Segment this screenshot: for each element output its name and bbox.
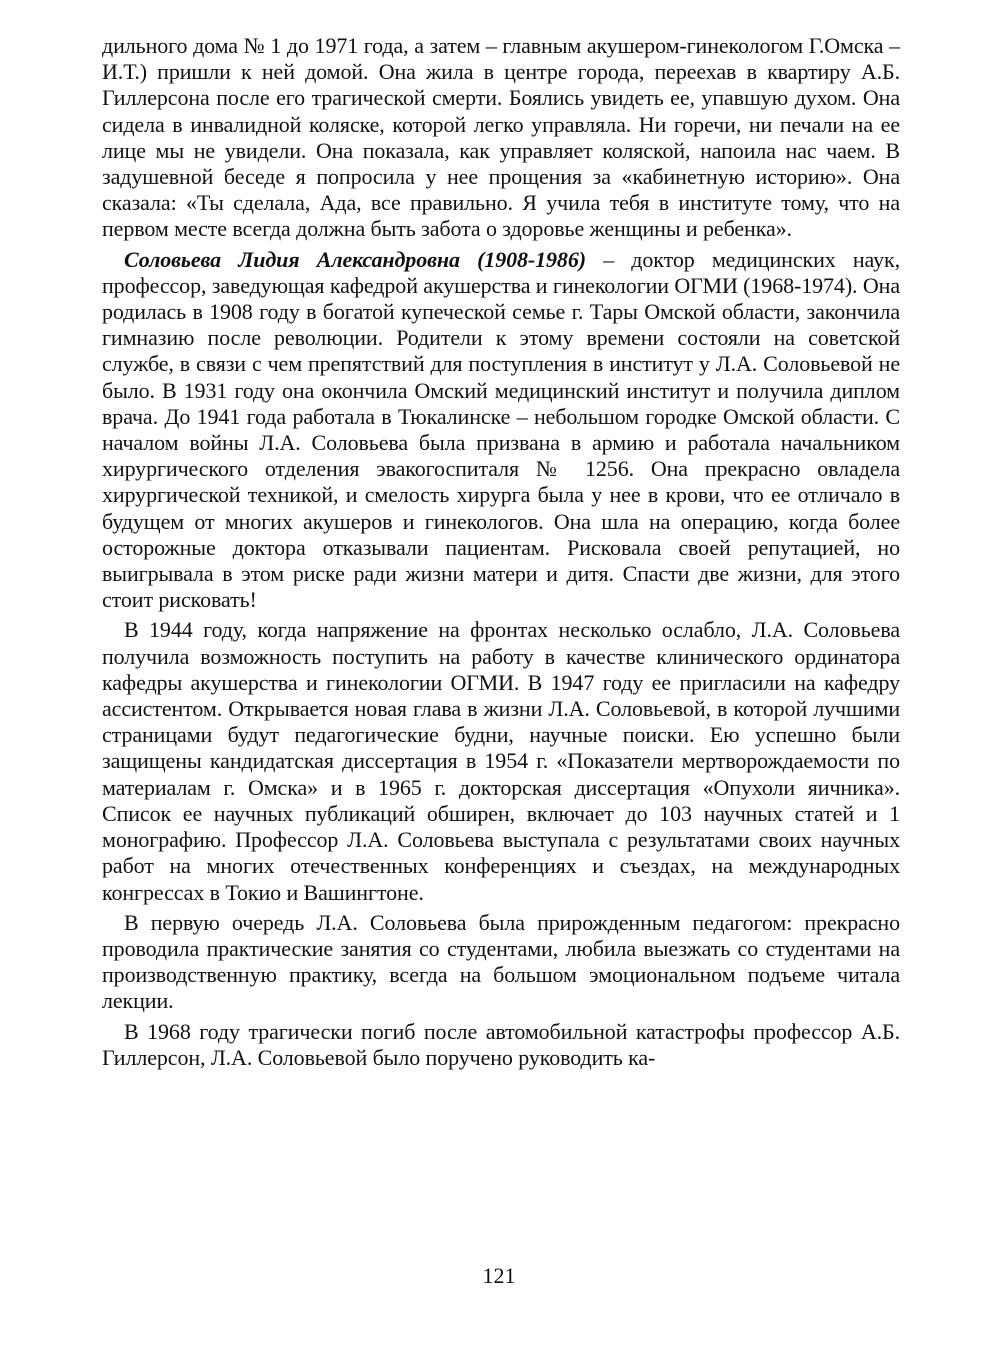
paragraph-biography xyxy=(102,247,900,614)
paragraph-1968: В 1968 году трагически погиб после автомобильной катастрофы профессор А.Б. Гиллерсон, Л.А. Соловьевой было поручено руководить ка- xyxy=(102,1018,900,1070)
paragraph-pedagogy: В первую очередь Л.А. Соловьева была прирожденным педагогом: прекрасно проводила практические занятия со студентами, любила выезжать со студентами на производственную практику, всегда на большом эмоциональном подъеме читала лекции. xyxy=(102,909,900,1014)
page-number: 121 xyxy=(482,1263,516,1288)
paragraph-continuation: дильного дома № 1 до 1971 года, а затем – главным акушером-гинекологом Г.Омска – И.Т.) пришли к ней домой. Она жила в центре города, переехав в квартиру А.Б. Гиллерсона после его трагической смерти. Боялись увидеть ее, упавшую духом. Она сидела в инвалидной коляске, которой легко управляла. Ни горечи, ни печали на ее лице мы не увидели. Она показала, как управляет коляской, напоила нас чаем. В задушевной беседе я попросила у нее прощения за «кабинетную историю». Она сказала: «Ты сделала, Ада, все правильно. Я учила тебя в институте тому, что на первом месте всегда должна быть забота о здоровье женщины и ребенка». xyxy=(102,33,900,242)
paragraph-career: В 1944 году, когда напряжение на фронтах несколько ослабло, Л.А. Соловьева получила возможность поступить на работу в качестве клинического ординатора кафедры акушерства и гинекологии ОГМИ. В 1947 году ее пригласили на кафедру ассистентом. Открывается новая глава в жизни Л.А. Соловьевой, в которой лучшими страницами будут педагогические будни, научные поиски. Ею успешно были защищены кандидатская диссертация в 1954 г. «Показатели мертворождаемости по материалам г. Омска» и в 1965 г. докторская диссертация «Опухоли яичника». Список ее научных публикаций обширен, включает до 103 научных статей и 1 монографию. Профессор Л.А. Соловьева выступала с результатами своих научных работ на многих отечественных конференциях и съездах, на международных конгрессах в Токио и Вашингтоне. xyxy=(102,617,900,905)
biography-name-heading: Соловьева Лидия Александровна (1908-1986) xyxy=(124,246,586,272)
page-body xyxy=(102,33,900,1075)
biography-text: – доктор медицинских наук, профессор, заведующая кафедрой акушерства и гинекологии ОГМИ (1968-1974). Она родилась в 1908 году в богатой купеческой семье г. Тары Омской области, закончила гимназию после революции. Родители к этому времени состояли на советской службе, в связи с чем препятствий для поступления в институт у Л.А. Соловьевой не было. В 1931 году она окончила Омский медицинский институт и получила диплом врача. До 1941 года работала в Тюкалинске – небольшом городке Омской области. С началом войны Л.А. Соловьева была призвана в армию и работала начальником хирургического отделения эвакогоспиталя № 1256. Она прекрасно овладела хирургической техникой, и смелость хирурга была у нее в крови, что ее отличало в будущем от многих акушеров и гинекологов. Она шла на операцию, когда более осторожные доктора отказывали пациентам. Рисковала своей репутацией, но выигрывала в этом риске ради жизни матери и дитя. Спасти две жизни, для этого стоит рисковать! xyxy=(102,246,900,613)
